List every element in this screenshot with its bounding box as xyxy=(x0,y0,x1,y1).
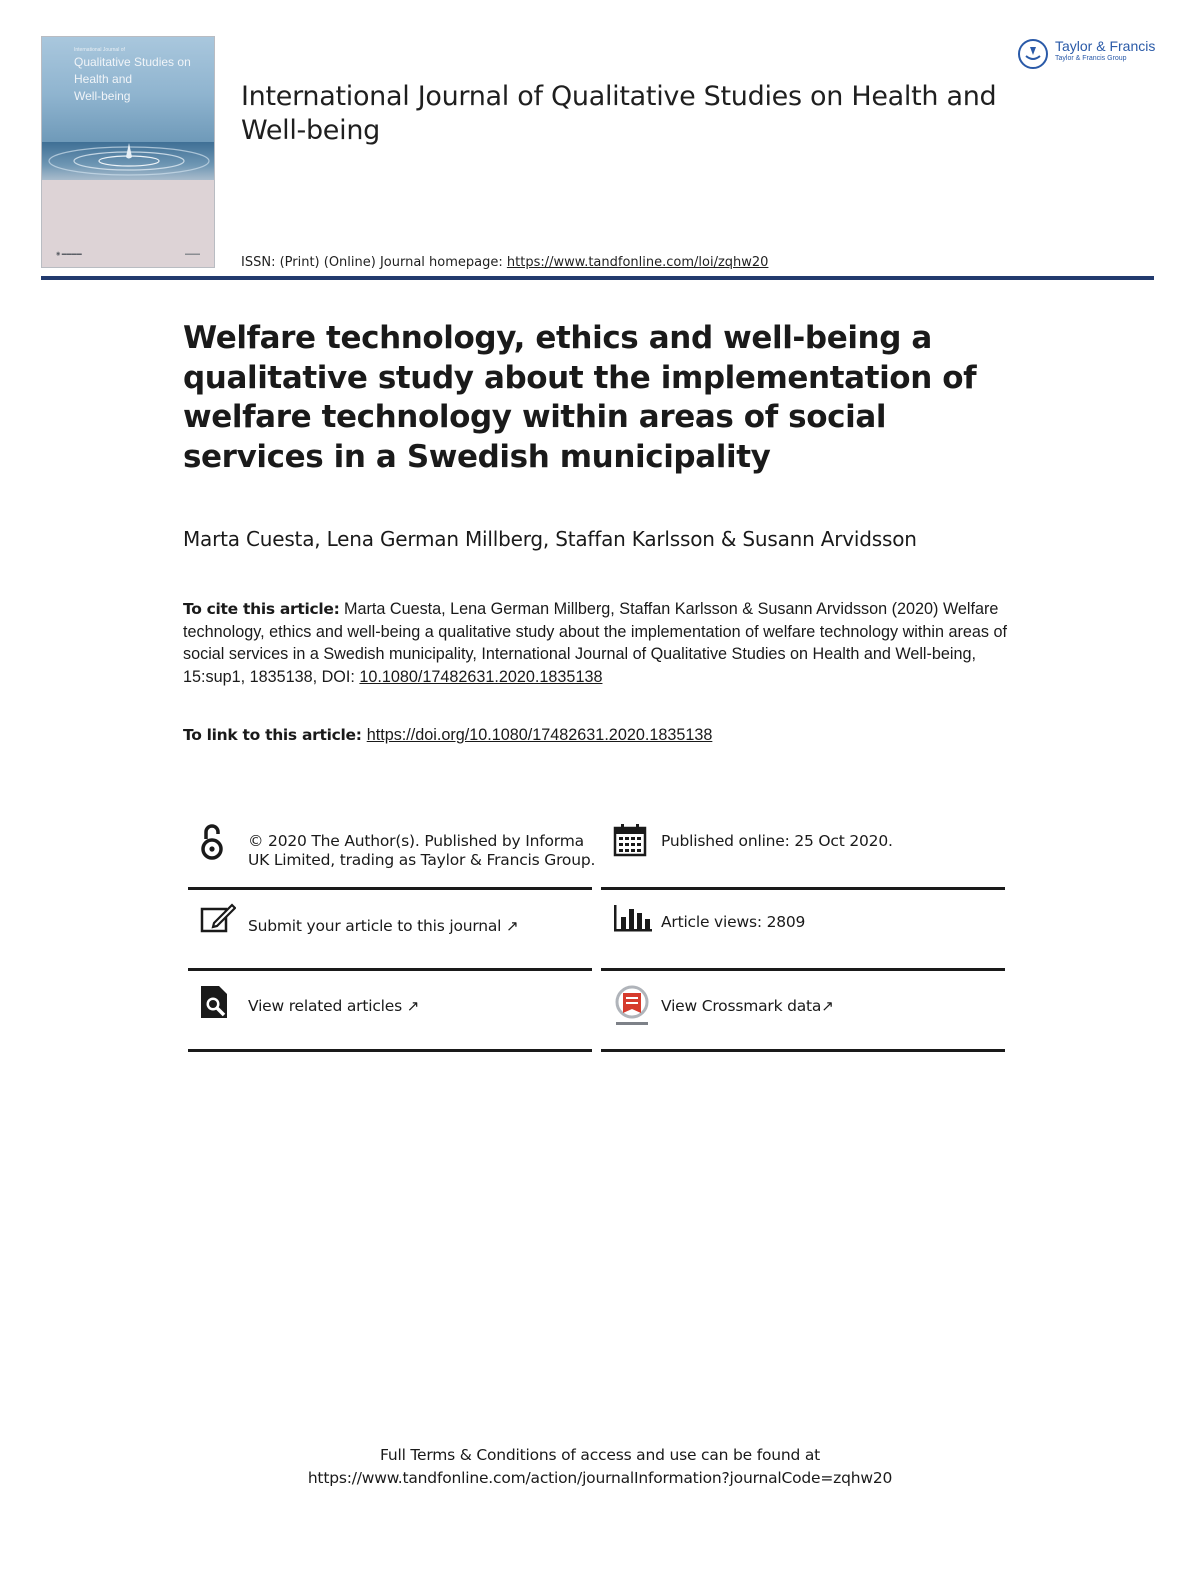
cover-publisher-logo: ◉ ▬▬▬▬ xyxy=(56,251,82,257)
footer-terms-link[interactable]: https://www.tandfonline.com/action/journalInformation?journalCode=zqhw20 xyxy=(307,1469,893,1487)
cover-title-line-4: Well-being xyxy=(74,89,131,103)
water-drop-graphic xyxy=(42,129,215,185)
cite-doi-link[interactable]: 10.1080/17482631.2020.1835138 xyxy=(359,667,603,686)
grid-rule-left-3 xyxy=(188,1049,592,1052)
open-access-icon xyxy=(199,823,225,861)
copyright-notice: © 2020 The Author(s). Published by Informa UK Limited, trading as Taylor & Francis Group. xyxy=(248,832,596,869)
cover-title-line-3: Health and xyxy=(74,72,133,86)
grid-rule-left-1 xyxy=(188,887,592,890)
article-authors: Marta Cuesta, Lena German Millberg, Staffan Karlsson & Susann Arvidsson xyxy=(183,527,917,551)
publisher-group: Taylor & Francis Group xyxy=(1055,55,1127,62)
related-articles-label: View related articles xyxy=(248,997,402,1015)
submit-article-link[interactable] xyxy=(248,917,518,936)
cite-text: Marta Cuesta, Lena German Millberg, Staffan Karlsson & Susann Arvidsson (2020) Welfare technology, ethics and well-being a qualitative study about the implementation of welfare technology within areas of social services in a Swedish municipality, International Journal of Qualitative Studies on Health and Well-being, 15:sup1, 1835138, DOI: xyxy=(183,600,1007,686)
bar-chart-icon xyxy=(613,903,653,933)
crossmark-icon xyxy=(612,985,652,1029)
related-articles-link[interactable] xyxy=(248,997,419,1016)
cover-title-line-2: Qualitative Studies on xyxy=(74,55,191,69)
grid-rule-right-1 xyxy=(601,887,1005,890)
submit-article-label: Submit your article to this journal xyxy=(248,917,502,935)
article-link-block xyxy=(183,726,712,745)
header-divider xyxy=(41,276,1154,280)
edit-icon xyxy=(200,903,236,933)
external-link-icon: ↗︎ xyxy=(406,997,420,1015)
search-document-icon xyxy=(199,984,231,1020)
external-link-icon: ↗︎ xyxy=(506,917,519,935)
publisher-name: Taylor & Francis xyxy=(1055,38,1156,54)
publisher-logo xyxy=(1017,38,1156,74)
calendar-icon xyxy=(613,823,647,857)
grid-rule-right-2 xyxy=(601,968,1005,971)
footer xyxy=(0,1444,1200,1490)
link-label: To link to this article: xyxy=(183,726,367,744)
taylor-francis-logo-icon xyxy=(1017,38,1049,70)
journal-cover-image xyxy=(41,36,215,268)
journal-homepage-link[interactable]: https://www.tandfonline.com/loi/zqhw20 xyxy=(506,255,769,270)
citation-block xyxy=(183,598,1013,688)
issn-line xyxy=(241,255,768,270)
journal-title: International Journal of Qualitative Studies on Health and Well-being xyxy=(241,81,997,146)
article-title: Welfare technology, ethics and well-being a qualitative study about the implementation of welfare technology within areas of social services in a Swedish municipality xyxy=(183,320,977,475)
article-views: Article views: 2809 xyxy=(661,913,806,931)
grid-rule-right-3 xyxy=(601,1049,1005,1052)
footer-terms-text: Full Terms & Conditions of access and use can be found at xyxy=(379,1446,821,1464)
cover-footer-mark: ▬▬▬ xyxy=(185,251,200,257)
issn-text: ISSN: (Print) (Online) Journal homepage: xyxy=(241,255,507,270)
crossmark-label: View Crossmark data xyxy=(661,997,822,1015)
external-link-icon: ↗︎ xyxy=(821,997,834,1015)
cover-title-line-1: International Journal of xyxy=(74,47,125,53)
article-doi-link[interactable]: https://doi.org/10.1080/17482631.2020.1835138 xyxy=(366,726,713,744)
published-date: Published online: 25 Oct 2020. xyxy=(661,832,893,850)
grid-rule-left-2 xyxy=(188,968,592,971)
crossmark-link[interactable] xyxy=(661,997,834,1016)
cite-label: To cite this article: xyxy=(183,600,340,618)
